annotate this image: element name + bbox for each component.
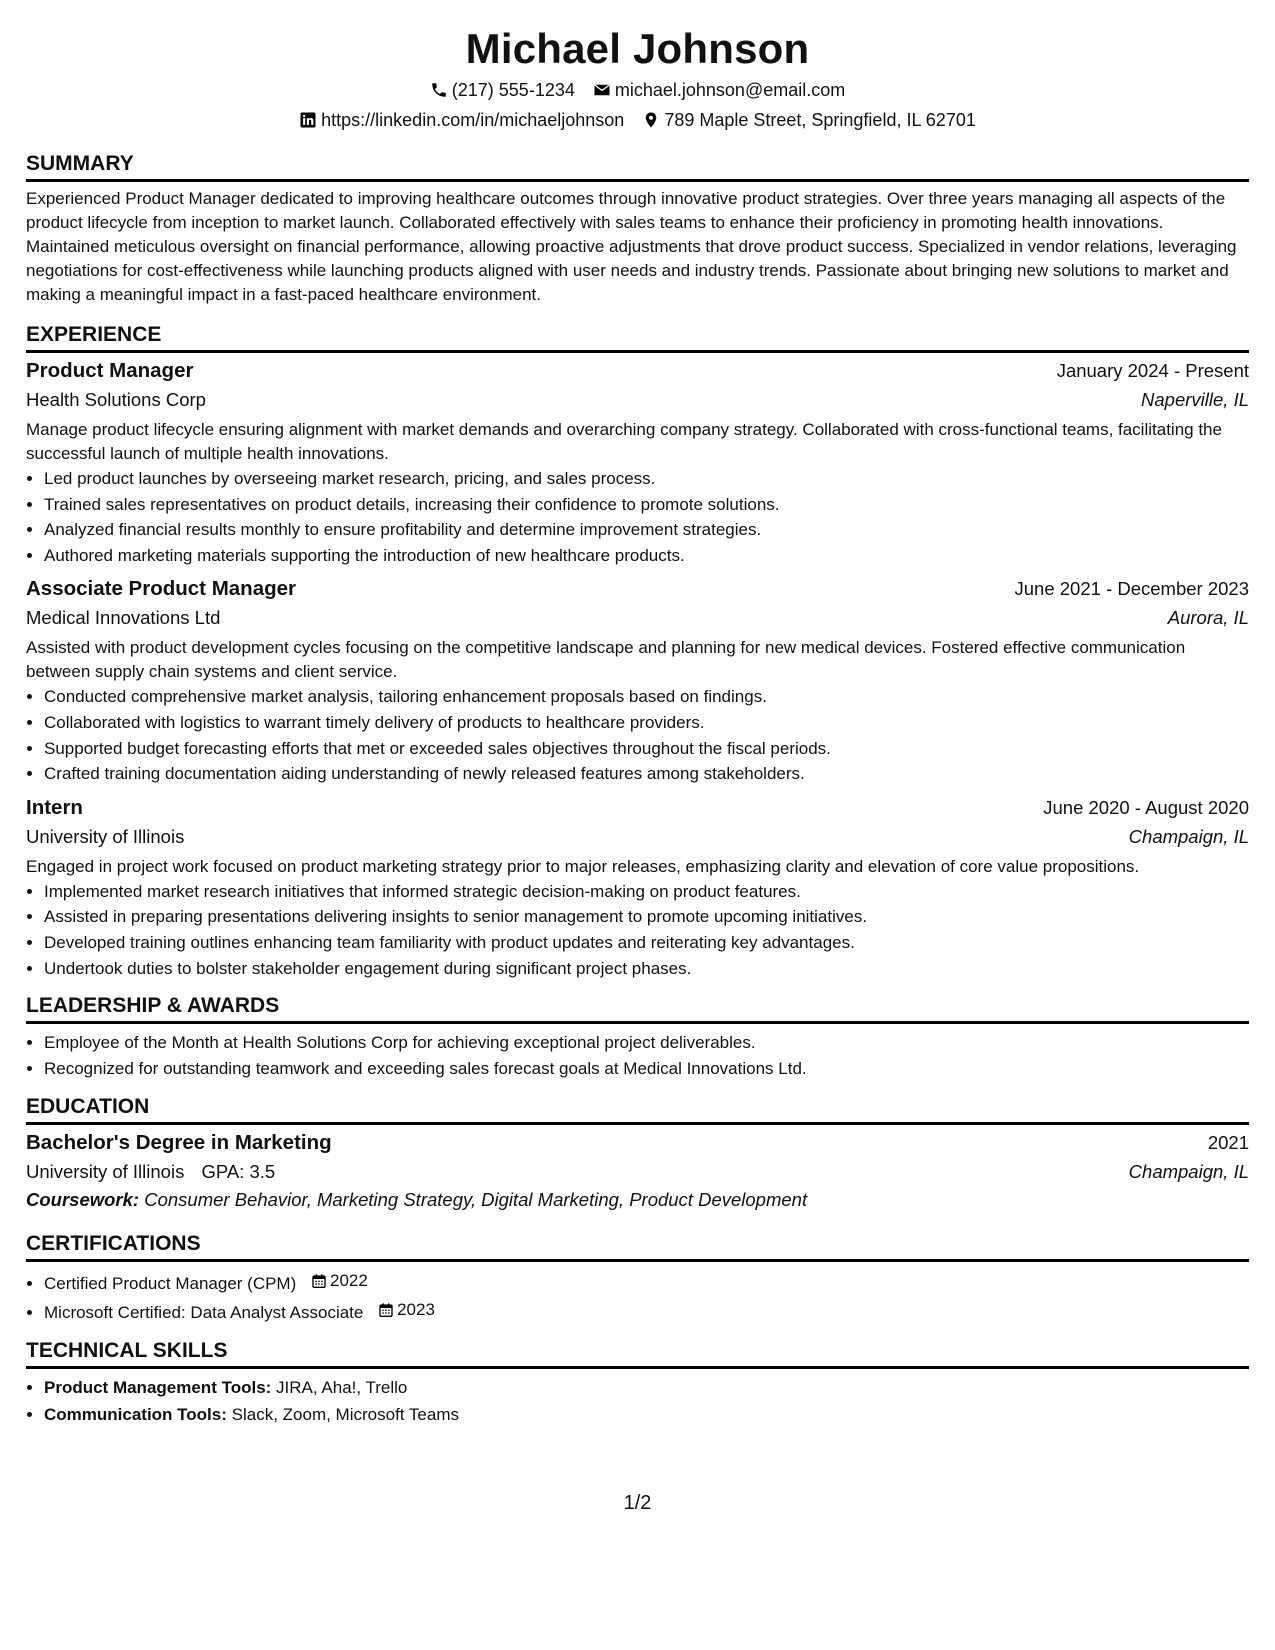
list-item: • Implemented market research initiatives that informed strategic decision-making on product features. [44,879,1249,905]
job-header-row [26,359,1249,383]
list-item: • Assisted in preparing presentations delivering insights to senior management to promote upcoming initiatives. [44,904,1249,930]
job-location: Champaign, IL [1128,825,1249,847]
school-location: Champaign, IL [1128,1161,1249,1183]
email-text[interactable]: michael.johnson@email.com [614,79,846,100]
job-company: Health Solutions Corp [26,389,206,410]
list-item: • Supported budget forecasting efforts that met or exceeded sales objectives throughout the fiscal periods. [44,736,1249,762]
certifications-list [26,1268,1249,1325]
list-item [44,1401,1249,1428]
cert-name: Certified Product Manager (CPM) [44,1274,297,1294]
calendar-icon [378,1302,394,1318]
experience-heading: EXPERIENCE [26,320,1249,353]
skills-heading: TECHNICAL SKILLS [26,1336,1249,1369]
envelope-icon [593,81,611,99]
page-number: 1/2 [623,1492,652,1514]
list-item: • Trained sales representatives on product details, increasing their confidence to promote solutions. [44,492,1249,518]
education-section [26,1092,1249,1211]
phone-icon [430,81,448,99]
job-dates: June 2020 - August 2020 [1043,796,1249,818]
list-item: • Recognized for outstanding teamwork and exceeding sales forecast goals at Medical Innovations Ltd. [44,1056,1249,1082]
phone-contact [430,80,575,101]
job-bullets [26,466,1249,568]
list-item: • Authored marketing materials supporting the introduction of new healthcare products. [44,543,1249,569]
school-name: University of Illinois [26,1161,185,1183]
list-item [44,1374,1249,1401]
graduation-year: 2021 [1207,1132,1249,1154]
job-bullets [26,879,1249,981]
skill-value: JIRA, Aha!, Trello [276,1378,408,1398]
cert-year: 2023 [397,1299,435,1319]
list-item: • Undertook duties to bolster stakeholder engagement during significant project phases. [44,956,1249,982]
leadership-section [26,991,1249,1081]
job-entry [26,359,1249,568]
job-company-row [26,826,1249,848]
certifications-section [26,1229,1249,1325]
skill-value: Slack, Zoom, Microsoft Teams [231,1405,459,1425]
certifications-heading: CERTIFICATIONS [26,1229,1249,1262]
job-location: Naperville, IL [1141,389,1249,410]
leadership-list [26,1030,1249,1081]
job-dates: June 2021 - December 2023 [1014,578,1249,600]
job-company-row [26,607,1249,629]
job-entry [26,577,1249,786]
job-company: University of Illinois [26,825,185,847]
gpa: GPA: 3.5 [201,1161,276,1183]
summary-section [26,149,1249,307]
job-title: Product Manager [26,359,194,382]
coursework [26,1189,1249,1211]
job-company: Medical Innovations Ltd [26,607,221,629]
degree-row [26,1131,1249,1155]
linkedin-contact[interactable] [299,110,624,131]
resume-page [26,0,1249,1428]
phone-text: (217) 555-1234 [451,79,575,100]
address-text: 789 Maple Street, Springfield, IL 62701 [664,109,976,130]
list-item: • Conducted comprehensive market analysis, tailoring enhancement proposals based on findings. [44,684,1249,710]
linkedin-icon [299,111,317,129]
school-row [26,1161,1249,1183]
cert-date [311,1268,368,1294]
job-title: Associate Product Manager [26,577,296,601]
skill-label: Product Management Tools: [44,1378,272,1398]
linkedin-text[interactable]: https://linkedin.com/in/michaeljohnson [321,109,625,130]
list-item: • Collaborated with logistics to warrant timely delivery of products to healthcare providers. [44,710,1249,736]
list-item [44,1297,1249,1325]
education-heading: EDUCATION [26,1092,1249,1125]
job-bullets [26,684,1249,786]
experience-section [26,320,1249,981]
candidate-name: Michael Johnson [465,25,810,72]
contact-line-2 [26,105,1249,135]
job-dates: January 2024 - Present [1056,360,1249,381]
address-contact [642,110,976,131]
job-title: Intern [26,795,83,819]
job-location: Aurora, IL [1167,607,1249,629]
summary-text: Experienced Product Manager dedicated to improving healthcare outcomes through innovative product strategies. Over three years managing all aspects of the product lifecycle from inception to market launch. Collaborated effectively with sales teams to enhance their proficiency in promoting health innovations. Maintained meticulous oversight on financial performance, allowing proactive adjustments that drove product success. Specialized in vendor relations, leveraging negotiations for cost-effectiveness while launching products aligned with user needs and industry trends. Passionate about bringing new solutions to market and making a meaningful impact in a fast-paced healthcare environment. [26,189,1237,304]
job-entry [26,796,1249,981]
job-header-row [26,796,1249,820]
cert-date [378,1297,435,1323]
list-item: • Employee of the Month at Health Solutions Corp for achieving exceptional project deliverables. [44,1030,1249,1056]
calendar-icon [311,1273,327,1289]
skills-list [26,1374,1249,1428]
school-info [26,1161,275,1183]
contact-line-1 [26,75,1249,105]
cert-year: 2022 [330,1271,368,1291]
list-item [44,1268,1249,1296]
job-description: Manage product lifecycle ensuring alignment with market demands and overarching company strategy. Collaborated with cross-functional teams, facilitating the successful launch of multiple health innovations. [26,420,1222,463]
job-header-row [26,577,1249,601]
map-pin-icon [642,111,660,129]
list-item: • Analyzed financial results monthly to ensure profitability and determine improvement strategies. [44,517,1249,543]
coursework-label: Coursework: [26,1189,140,1211]
coursework-list: Consumer Behavior, Marketing Strategy, Digital Marketing, Product Development [144,1189,808,1211]
skills-section [26,1336,1249,1428]
list-item: • Led product launches by overseeing market research, pricing, and sales process. [44,466,1249,492]
cert-name: Microsoft Certified: Data Analyst Associate [44,1302,364,1322]
degree-title: Bachelor's Degree in Marketing [26,1131,332,1155]
skill-label: Communication Tools: [44,1405,227,1425]
list-item: • Crafted training documentation aiding understanding of newly released features among stakeholders. [44,761,1249,787]
leadership-heading: LEADERSHIP & AWARDS [26,991,1249,1024]
job-description: Engaged in project work focused on product marketing strategy prior to major releases, emphasizing clarity and elevation of core value propositions. [26,856,1140,876]
job-description: Assisted with product development cycles focusing on the competitive landscape and planning for new medical devices. Fostered effective communication between supply chain systems and client service. [26,638,1186,682]
email-contact[interactable] [593,80,845,101]
summary-heading: SUMMARY [26,149,1249,182]
list-item: • Developed training outlines enhancing team familiarity with product updates and reiterating key advantages. [44,930,1249,956]
job-company-row [26,389,1249,411]
